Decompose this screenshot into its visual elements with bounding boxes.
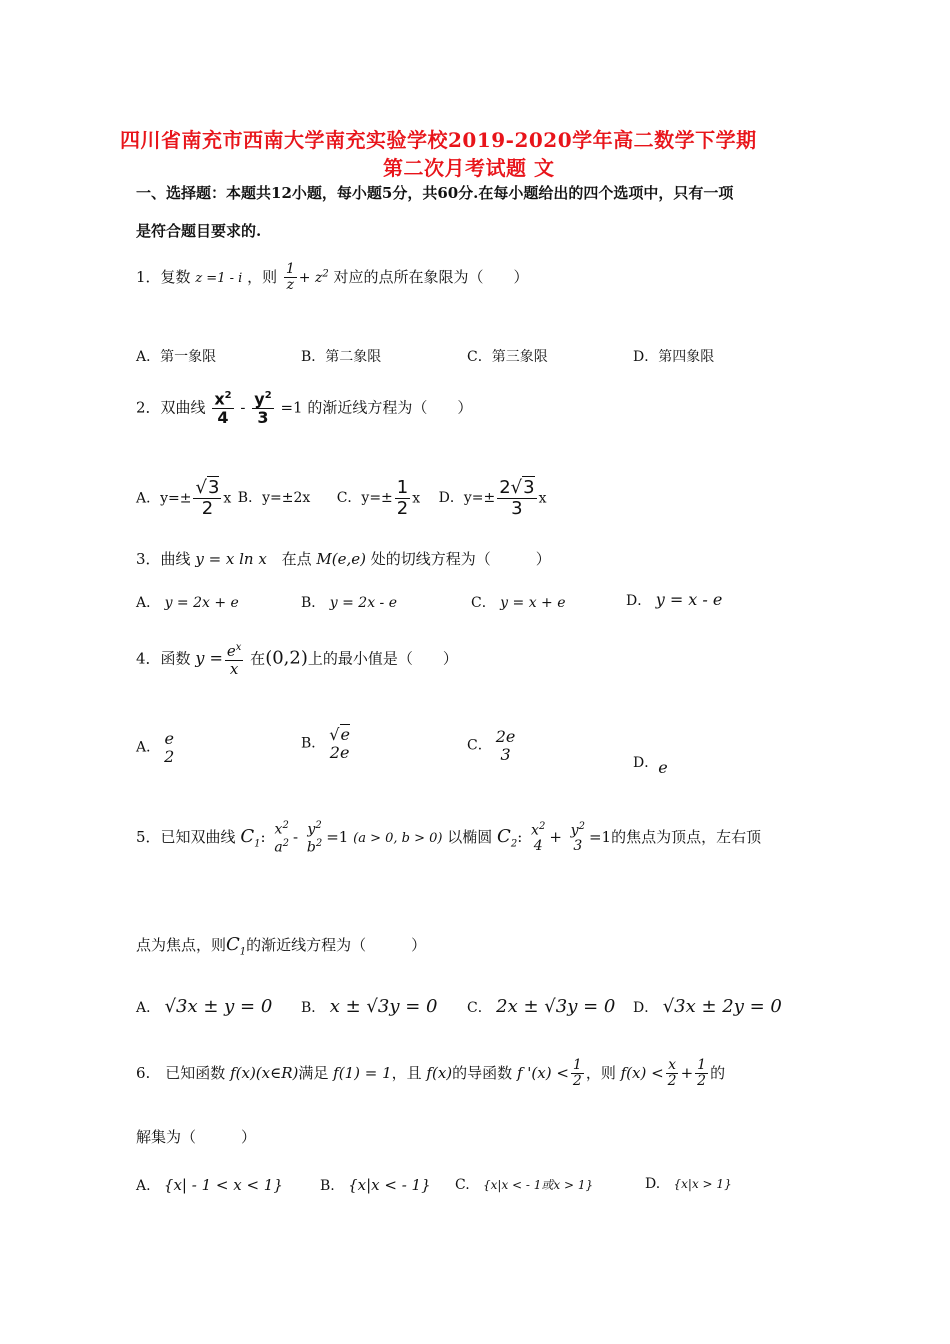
q5-option-c: C． 2x ± √3y = 0 <box>467 996 616 1017</box>
q1-expr: $\frac{1}{z}$ <box>285 261 295 294</box>
q6-fp: f '(x) < <box>516 1063 569 1082</box>
q5-option-b: B． x ± √3y = 0 <box>301 996 438 1017</box>
q6-f: f(x)(x∈R) <box>230 1063 299 1082</box>
q6-option-d: D. {x|x > 1} <box>645 1176 732 1192</box>
q5-cond: (a > 0, b > 0) <box>353 831 443 847</box>
q6-after: 的 <box>710 1063 726 1082</box>
q6-option-c: C. {x|x < - 1或x > 1} <box>455 1177 594 1193</box>
title-line-1: 四川省南充市西南大学南充实验学校2019-2020学年高二数学下学期 <box>120 128 757 152</box>
question-1: 1．复数 z =1 - i ，则 $\frac{1}{z}$ + $z^2$ 对应的点所在象限为（ ） <box>136 261 529 294</box>
q1-option-a: A．第一象限 <box>136 349 217 365</box>
question-4: 4．函数 y = $\frac{e^x}{x}$ 在(0,2)上的最小值是（ ） <box>136 642 458 678</box>
q3-mid: 在点 <box>281 550 312 568</box>
q4-option-c: C． 2e 3 <box>467 727 516 764</box>
q1-after: 对应的点所在象限为（ ） <box>333 267 529 286</box>
title-line-2: 第二次月考试题 文 <box>383 156 555 180</box>
question-5: 5．已知双曲线 $C_1$: $x^2$ $a^2$ - $y^2$ $b^2$ =1 (a > 0, b > 0) 以椭圆 $C_2$: $x^2$ 4 + $y^2$ 3 =1的焦点为顶点，左右顶 <box>136 820 762 856</box>
section-heading: 一、选择题：本题共12小题，每小题5分，共60分.在每小题给出的四个选项中，只有一项 <box>136 184 734 202</box>
q6-num: 6. 已知函数 <box>136 1063 226 1082</box>
q4-mid: 在 <box>250 649 266 668</box>
q3-option-d: D． y = x - e <box>626 590 723 609</box>
question-2: 2．双曲线 $\frac{x^2}{4}$ - $\frac{y^2}{3}$ =1 的渐近线方程为（ ） <box>136 389 473 427</box>
section-heading-cont: 是符合题目要求的. <box>136 222 262 240</box>
q4-num: 4．函数 <box>136 649 191 668</box>
q4-option-b: B． √e 2e <box>301 725 350 762</box>
q3-curve: y = x ln x <box>195 550 267 568</box>
q5-mid: 以椭圆 <box>447 828 493 847</box>
q2-option-a: A．y=± <box>136 490 192 507</box>
q6-mid3: ，则 <box>585 1063 616 1082</box>
question-3 <box>136 548 551 569</box>
q2-option-d: D．y=± <box>438 490 496 507</box>
q2-after: =1 的渐近线方程为（ ） <box>280 398 473 417</box>
q2-option-b: B．y=±2x <box>237 490 311 507</box>
q5-num: 5．已知双曲线 <box>136 828 236 847</box>
q5-after: 的焦点为顶点，左右顶 <box>611 828 762 847</box>
q4-func: $\frac{e^x}{x}$ <box>226 642 242 678</box>
q1-num: 1．复数 <box>136 267 191 286</box>
q1-option-b: B．第二象限 <box>301 349 382 365</box>
q5-line2: 点为焦点，则 <box>136 936 227 954</box>
q3-option-b: B． y = 2x - e <box>301 595 398 611</box>
q6-mid: ，且 <box>391 1063 422 1082</box>
question-6: 6. 已知函数 f(x)(x∈R)满足 f(1) = 1，且 f(x)的导函数 f '(x) < $\frac{1}{2}$ ，则 f(x) < $\frac{x}{2}$ + $\frac{1}{2}$ 的 <box>136 1057 726 1090</box>
q6-ineq: f(x) < <box>620 1063 664 1082</box>
q5-line2b: 的渐近线方程为（ ） <box>246 936 427 954</box>
q1-option-d: D．第四象限 <box>633 349 715 365</box>
q2-option-c: C．y=± <box>336 490 393 507</box>
q6-option-b: B. {x|x < - 1} <box>320 1176 431 1194</box>
q3-num: 3．曲线 <box>136 550 191 568</box>
question-6-cont: 解集为（ ） <box>136 1128 257 1146</box>
q2-frac-y: $\frac{y^2}{3}$ <box>254 389 272 427</box>
q5-option-a: A． √3x ± y = 0 <box>136 996 273 1017</box>
q6-cond1: 满足 <box>298 1063 329 1082</box>
q3-option-c: C． y = x + e <box>471 595 566 611</box>
q2-frac-x: $\frac{x^2}{4}$ <box>214 389 232 427</box>
q4-option-d: D．e <box>633 755 668 777</box>
q6-fx: f(x) <box>426 1063 453 1082</box>
q2-num: 2．双曲线 <box>136 398 206 417</box>
q6-f1: f(1) = 1 <box>333 1063 392 1082</box>
q4-after: 上的最小值是（ ） <box>307 649 458 668</box>
q3-after: 处的切线方程为（ ） <box>370 550 551 568</box>
q6-mid2: 的导函数 <box>452 1063 513 1082</box>
q2-options: A．y=± $\frac{√3}{2}$ x B．y=±2x C．y=± $\frac{1}{2}$ x D．y=± $\frac{2√3}{3}$ x <box>136 477 547 519</box>
q1-option-c: C．第三象限 <box>467 349 548 365</box>
q1-z-def: z =1 - i <box>195 270 243 286</box>
question-5-cont: 点为焦点，则$C_1$的渐近线方程为（ ） <box>136 934 427 958</box>
q3-point: M(e,e) <box>316 550 366 568</box>
q4-option-a: A． e 2 <box>136 729 175 766</box>
q3-option-a: A． y = 2x + e <box>136 595 239 611</box>
q5-option-d: D． √3x ± 2y = 0 <box>633 996 782 1017</box>
q1-then: ，则 <box>247 267 278 286</box>
q6-option-a: A. {x| - 1 < x < 1} <box>136 1176 283 1194</box>
q4-interval: (0,2) <box>265 647 308 669</box>
